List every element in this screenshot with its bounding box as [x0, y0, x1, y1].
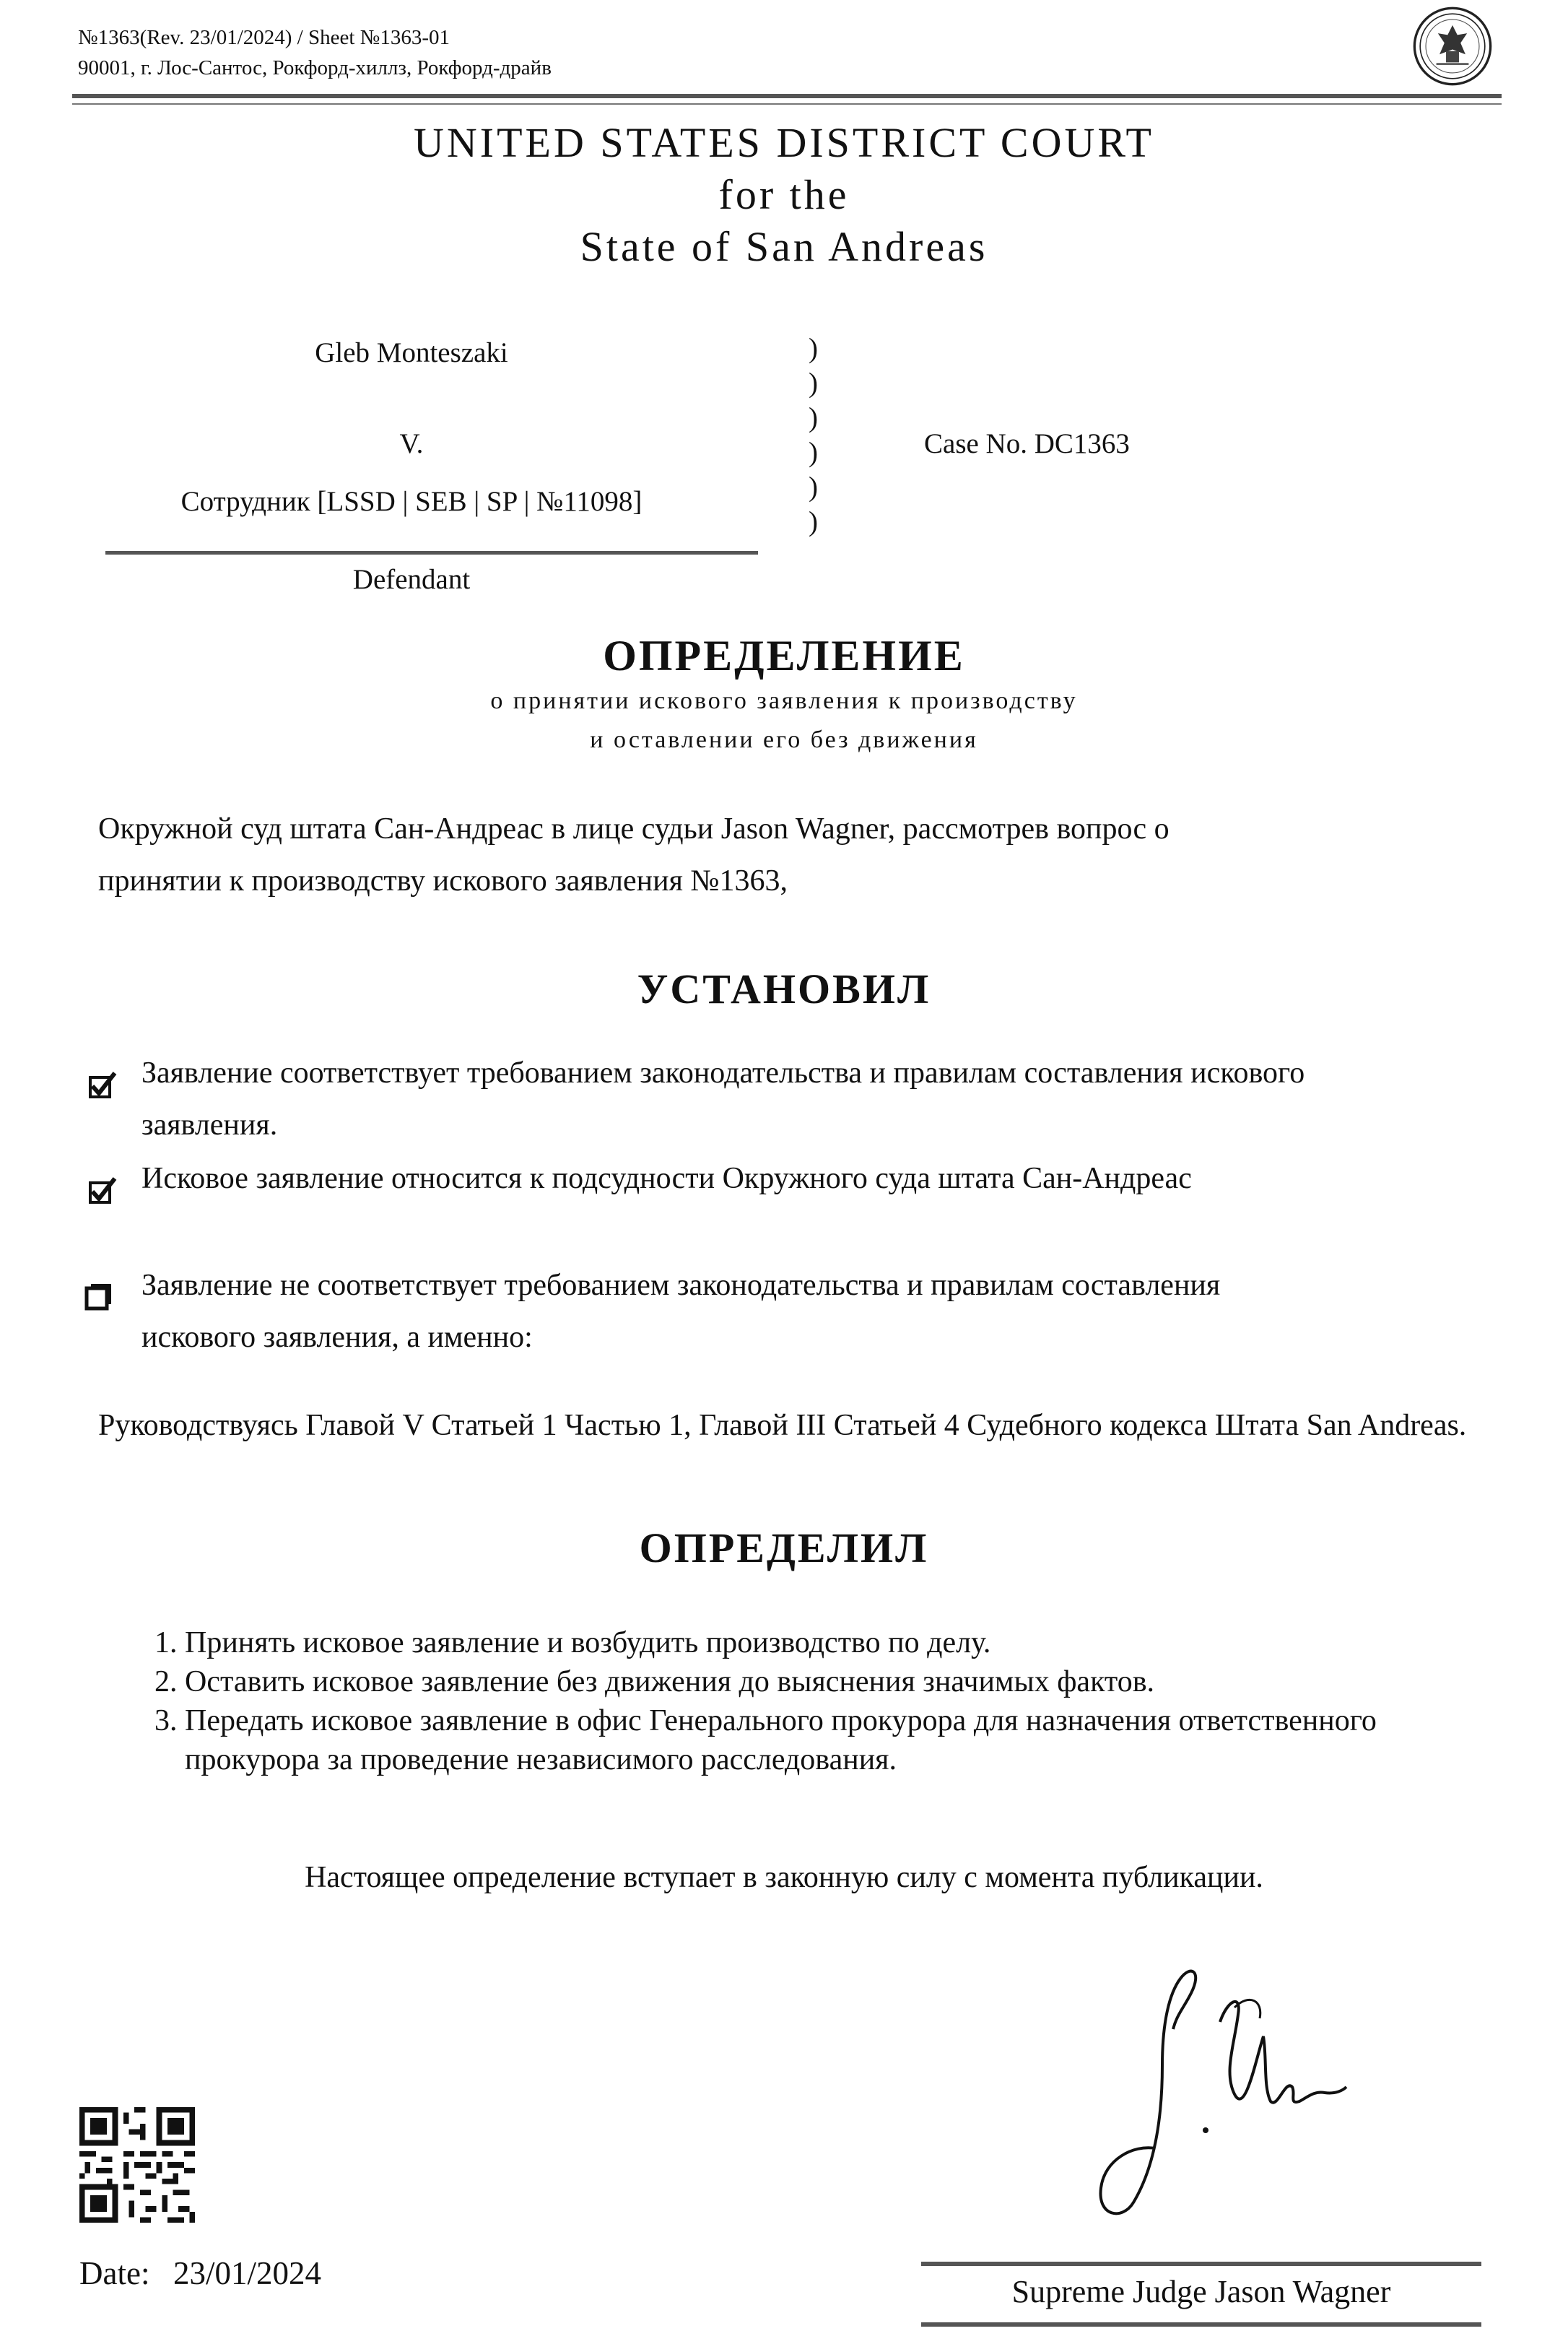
court-name: UNITED STATES DISTRICT COURT	[414, 119, 1154, 166]
court-jurisdiction: State of San Andreas	[580, 223, 988, 270]
defendant-name: Сотрудник [LSSD | SEB | SP | №11098]	[180, 486, 643, 517]
court-name-for: for the	[718, 171, 850, 218]
legal-basis: Руководствуясь Главой V Статьей 1 Частью 1, Главой III Статьей 4 Судебного кодекса Штата San Andreas.	[98, 1409, 1467, 1442]
case-number: Case No. DC1363	[924, 428, 1130, 459]
order-item: 1. Принять исковое заявление и возбудить производство по делу.	[185, 1623, 1412, 1662]
signature-rule	[921, 2262, 1481, 2266]
established-item-text: Заявление не соответствует требованием законодательства и правилам составления	[141, 1269, 1221, 1302]
signature-rule-bottom	[921, 2322, 1481, 2327]
intro-line: принятии к производству искового заявления №1363,	[98, 864, 788, 898]
decided-heading: ОПРЕДЕЛИЛ	[639, 1524, 929, 1571]
established-item-text: искового заявления, а именно:	[141, 1321, 533, 1354]
caption-paren: )	[809, 506, 818, 537]
caption-paren: )	[809, 472, 818, 503]
defendant-label: Defendant	[352, 564, 471, 595]
signature-icon	[1054, 1950, 1357, 2224]
caption-paren: )	[809, 333, 818, 364]
versus: V.	[399, 428, 424, 459]
effective-statement: Настоящее определение вступает в законную силу с момента публикации.	[305, 1861, 1263, 1894]
caption-paren: )	[809, 402, 818, 433]
court-seal-icon	[1412, 6, 1493, 87]
established-item-text: Исковое заявление относится к подсудности Окружного суда штата Сан-Андреас	[141, 1162, 1192, 1195]
header-rule-thin	[72, 103, 1502, 105]
document-title: ОПРЕДЕЛЕНИЕ	[603, 632, 965, 680]
caption-paren: )	[809, 437, 818, 468]
intro-line: Окружной суд штата Сан-Андреас в лице судьи Jason Wagner, рассмотрев вопрос о	[98, 812, 1170, 846]
plaintiff-name: Gleb Monteszaki	[315, 337, 508, 368]
caption-paren: )	[809, 368, 818, 399]
orders-list	[141, 1623, 1412, 1779]
document-subtitle: и оставлении его без движения	[590, 726, 978, 753]
unchecked-box-icon	[84, 1282, 113, 1311]
established-item-text: заявления.	[141, 1108, 278, 1142]
checked-box-icon	[88, 1176, 117, 1204]
checked-box-icon	[88, 1070, 117, 1099]
date-value: 23/01/2024	[173, 2255, 322, 2291]
court-address: 90001, г. Лос-Сантос, Рокфорд-хиллз, Рокфорд-драйв	[78, 56, 552, 79]
date-label: Date:	[79, 2255, 150, 2291]
established-item-text: Заявление соответствует требованием законодательства и правилам составления искового	[141, 1056, 1305, 1090]
qr-code-icon	[79, 2107, 195, 2223]
order-item: 2. Оставить исковое заявление без движения до выяснения значимых фактов.	[185, 1662, 1412, 1701]
document-reference: №1363(Rev. 23/01/2024) / Sheet №1363-01	[78, 26, 450, 49]
judge-name: Supreme Judge Jason Wagner	[1011, 2274, 1391, 2309]
caption-rule	[105, 551, 758, 555]
established-heading: УСТАНОВИЛ	[637, 965, 931, 1012]
document-subtitle: о принятии искового заявления к производству	[490, 687, 1078, 714]
order-item: 3. Передать исковое заявление в офис Генерального прокурора для назначения ответственного прокурора за проведение независимого расследования.	[185, 1701, 1412, 1779]
header-rule	[72, 94, 1502, 98]
